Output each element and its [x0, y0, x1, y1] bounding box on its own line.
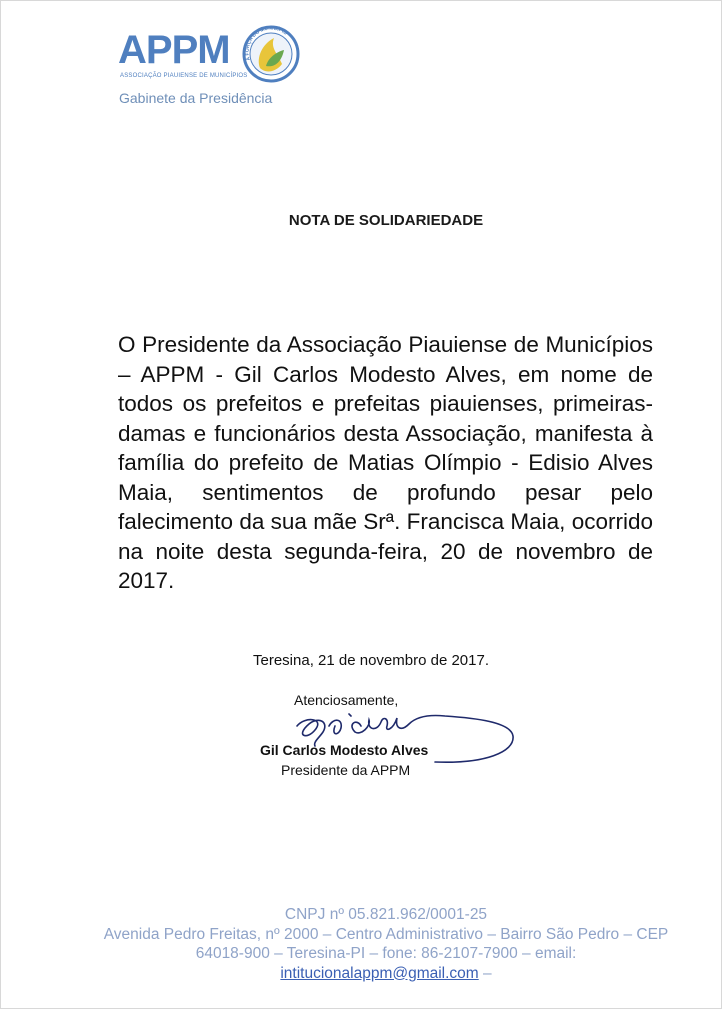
logo-seal-icon [238, 20, 304, 86]
signer-name: Gil Carlos Modesto Alves [260, 742, 429, 758]
document-title: NOTA DE SOLIDARIEDADE [288, 212, 484, 229]
footer-trailing: – [478, 964, 492, 982]
signer-role: Presidente da APPM [281, 762, 411, 778]
footer [100, 905, 672, 983]
closing: Atenciosamente, [294, 692, 399, 708]
document-body: O Presidente da Associação Piauiense de Municípios – APPM - Gil Carlos Modesto Alves, em nome de todos os prefeitos e prefeitas piauienses, primeiras-damas e funcionários desta Associação, manifesta à família do prefeito de Matias Olímpio - Edisio Alves Maia, sentimentos de profundo pesar pelo falecimento da sua mãe Srª. Francisca Maia, ocorrido na noite desta segunda-feira, 20 de novembro de 2017. [118, 332, 653, 593]
handwritten-signature [285, 696, 525, 770]
appm-logo [118, 20, 308, 90]
logo-subtitle: ASSOCIAÇÃO PIAUIENSE DE MUNICÍPIOS [120, 73, 248, 79]
footer-address: Avenida Pedro Freitas, nº 2000 – Centro Administrativo – Bairro São Pedro – CEP 64018-900 – Teresina-PI – fone: 86-2107-7900 – email: [103, 925, 669, 962]
footer-cnpj: CNPJ nº 05.821.962/0001-25 [284, 906, 488, 923]
seal-text: A FORÇA DO MUNICÍPIO [244, 25, 289, 62]
footer-email-link[interactable]: intitucionalappm@gmail.com [280, 964, 479, 982]
logo-wordmark: APPM [118, 28, 230, 72]
place-date: Teresina, 21 de novembro de 2017. [253, 652, 489, 669]
office-label: Gabinete da Presidência [119, 90, 273, 106]
